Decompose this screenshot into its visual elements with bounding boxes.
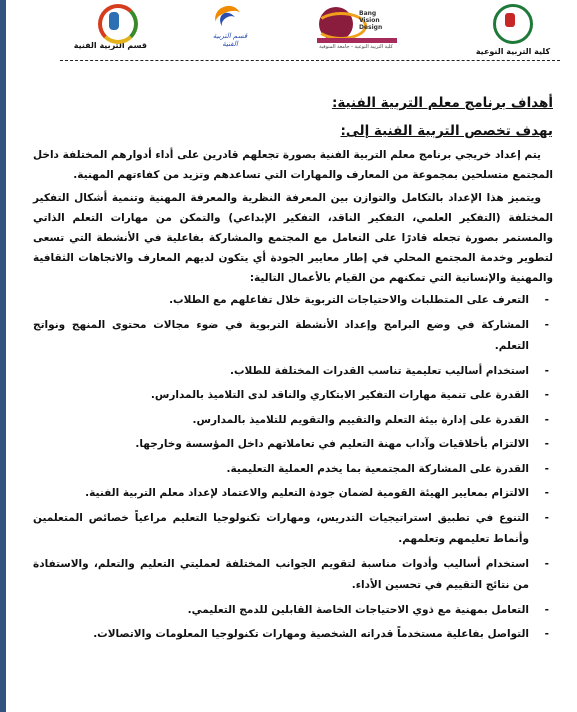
conference-logo-caption: كلية التربية النوعية - جامعة المنوفية — [319, 44, 393, 50]
college-logo — [471, 4, 555, 56]
list-item: - المشاركة في وضع البرامج وإعداد الأنشطة التربوية في ضوء مجالات محتوى المنهج ونواتج التعلم. — [33, 315, 553, 358]
left-margin-bar — [0, 0, 6, 712]
document-body — [33, 92, 553, 649]
list-item: - الالتزام بمعايير الهيئة القومية لضمان جودة التعليم والاعتماد لإعداد معلم التربية الفنية. — [33, 483, 553, 505]
document-subtitle: يهدف تخصص التربية الفنية إلى: — [340, 123, 553, 139]
conference-logo-line: Vision — [359, 17, 380, 24]
list-item: - استخدام أساليب تعليمية تناسب القدرات المختلفة للطلاب. — [33, 361, 553, 383]
intro-paragraph: ويتميز هذا الإعداد بالتكامل والتوازن بين المعرفة النظرية والمعرفة المهنية وتنمية أشكال التفكير المختلفة (التفكير العلمي، التفكير الناقد، التفكير الإبداعي) والتمكن من مهارات التعلم الذاتي والمستمر بصورة تجعله قادرًا على التعامل مع المجتمع والمشاركة بفاعلية في الأنشطة التي تسعى لتطوير وخدمة المجتمع المحلي في إطار معايير الجودة أي يتكون لديهم المعارف والاتجاهات الثقافية والمهنية والإنسانية التي تمكنهم من القيام بالأعمال التالية: — [33, 192, 553, 284]
page-header — [10, 0, 577, 60]
conference-logo — [313, 4, 399, 50]
college-logo-label: كلية التربية النوعية — [475, 47, 551, 56]
list-item: - التعامل بمهنية مع ذوي الاحتياجات الخاصة القابلين للدمج التعليمي. — [33, 600, 553, 622]
conference-logo-text — [359, 10, 382, 31]
document-title: أهداف برنامج معلم التربية الفنية: — [331, 95, 553, 111]
list-item: - التعرف على المتطلبات والاحتياجات التربوية خلال تفاعلهم مع الطلاب. — [33, 290, 553, 312]
art-education-fair-logo — [205, 2, 255, 48]
header-divider — [60, 60, 560, 61]
conference-logo-strip — [317, 38, 397, 43]
objectives-list — [33, 290, 553, 646]
list-item: - التنوع في تطبيق استراتيجيات التدريس، ومهارات تكنولوجيا التعليم مراعياً خصائص المتعلمين وأنماط تعليمهم وتعلمهم. — [33, 508, 553, 551]
list-item: - استخدام أساليب وأدوات مناسبة لتقويم الجوانب المختلفة لعمليتي التعليم والتعلم، والاستفادة من نتائج التقييم في تحسين الأداء. — [33, 554, 553, 597]
college-seal-icon — [493, 4, 533, 44]
dept-logo-label: قسم التربية الفنية — [73, 41, 147, 50]
fair-logo-caption: قسم التربية الفنية — [212, 32, 248, 48]
list-item: - التواصل بفاعلية مستخدماً قدراته الشخصية ومهارات تكنولوجيا المعلومات والاتصالات. — [33, 624, 553, 646]
conference-logo-line: Bang — [359, 10, 377, 17]
dept-badge-icon — [94, 2, 134, 38]
intro-paragraph: يتم إعداد خريجي برنامج معلم التربية الفنية بصورة تجعلهم قادرين على أداء أدوارهم المختلفة داخل المجتمع متسلحين بمجموعة من المعارف والمهارات التي تساعدهم وتزيد من كفاءتهم المهنية. — [33, 149, 553, 181]
conference-logo-line: Design — [359, 24, 383, 31]
list-item: - الالتزام بأخلاقيات وآداب مهنة التعليم في تعاملاتهم داخل المؤسسة وخارجها. — [33, 434, 553, 456]
art-education-dept-logo — [73, 2, 147, 50]
list-item: - القدرة على تنمية مهارات التفكير الابتكاري والناقد لدى التلاميذ بالمدارس. — [33, 385, 553, 407]
list-item: - القدرة على إدارة بيئة التعلم والتقييم والتقويم للتلاميذ بالمدارس. — [33, 410, 553, 432]
list-item: - القدرة على المشاركة المجتمعية بما يخدم العملية التعليمية. — [33, 459, 553, 481]
